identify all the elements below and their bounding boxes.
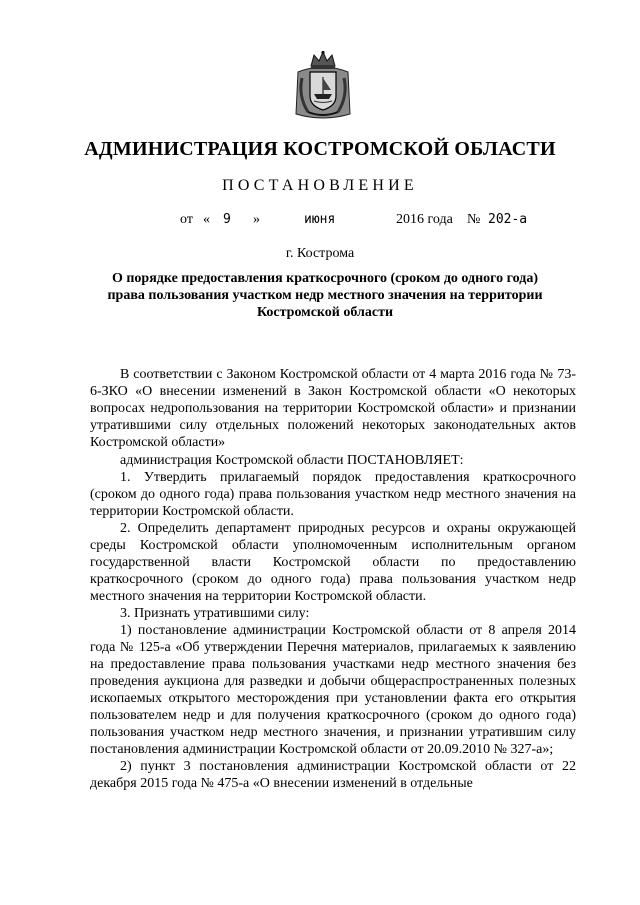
date-day: 9 [223, 212, 231, 227]
heading-line: Костромской области [256, 305, 394, 320]
clause-3-item-2: 2) пункт 3 постановления администрации Костромской области от 22 декабря 2015 года № 475-а «О внесении изменений в отдельные [90, 759, 576, 791]
document-date-line [0, 212, 640, 232]
clause-3-item-1: 1) постановление администрации Костромской области от 8 апреля 2014 года № 125-а «Об утверждении Перечня материалов, прилагаемых к заявлению на предоставление права пользования участками недр местного значения без проведения аукциона для разведки и добычи общераспространенных полезных ископаемых открытого месторождения при установлении факта его открытия пользователем недр и для получения краткосрочного (сроком до одного года) пользования участком недр местного значения, и признании утратившим силу постановления администрации Костромской области от 20.09.2010 № 327-а»; [90, 623, 576, 757]
clause-1: 1. Утвердить прилагаемый порядок предоставления краткосрочного (сроком до одного года) права пользования участком недр местного значения на территории Костромской области. [90, 470, 576, 519]
city: г. Кострома [285, 246, 355, 261]
document-type: ПОСТАНОВЛЕНИЕ [222, 177, 418, 194]
date-quote-open: « [203, 212, 210, 227]
heading-line: права пользования участком недр местного значения на территории [107, 288, 543, 303]
kostroma-coat-of-arms-icon [294, 50, 352, 122]
clause-2: 2. Определить департамент природных ресурсов и охраны окружающей среды Костромской области уполномоченным исполнительным органом государственной власти Костромской области по предоставлению краткосрочного (сроком до одного года) права пользования участком недр местного значения на территории Костромской области. [90, 521, 576, 604]
preamble-paragraph: В соответствии с Законом Костромской области от 4 марта 2016 года № 73-6-ЗКО «О внесении изменений в Закон Костромской области «О некоторых вопросах недропользования на территории Костромской области» и признании утратившими силу отдельных положений некоторых законодательных актов Костромской области» [90, 367, 576, 450]
administration-title: АДМИНИСТРАЦИЯ КОСТРОМСКОЙ ОБЛАСТИ [84, 138, 556, 160]
date-quote-close: » [253, 212, 260, 227]
document-number: 202-а [488, 212, 528, 227]
resolution-paragraph: администрация Костромской области ПОСТАНОВЛЯЕТ: [120, 453, 464, 468]
document-body [90, 366, 576, 792]
date-prefix: от [180, 212, 193, 227]
document-heading [95, 270, 555, 321]
date-month: июня [304, 212, 336, 227]
number-sign: № [467, 212, 481, 227]
clause-3: 3. Признать утратившими силу: [120, 606, 310, 621]
date-year: 2016 года [396, 212, 453, 227]
heading-line: О порядке предоставления краткосрочного (сроком до одного года) [111, 271, 539, 286]
